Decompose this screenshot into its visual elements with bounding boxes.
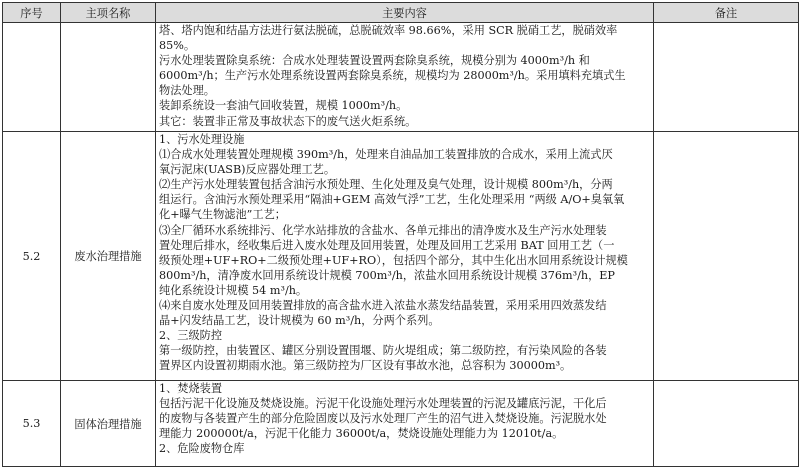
content-line: 物法处理。 [159,84,215,98]
content-line: 置界区内设置初期雨水池。第三级防控为厂区设有事故水池，总容积为 30000m³。 [159,359,572,373]
content-line: 85%。 [159,39,196,53]
row-title: 废水治理措施 [61,132,156,381]
header-name: 主项名称 [61,3,156,23]
row-number: 5.2 [3,132,61,381]
content-line: 6000m³/h；生产污水处理系统设置两套除臭系统，规模均为 28000m³/h。采用填料充填式生 [159,69,626,83]
content-line: 第一级防控，由装置区、罐区分别设置围堰、防火堤组成；第二级防控，有污染风险的各装 [159,344,607,358]
content-line: 装卸系统设一套油气回收装置，规模 1000m³/h。 [159,99,408,113]
header-content: 主要内容 [156,3,654,23]
table-row [3,132,799,381]
row-content [156,23,654,132]
row-title: 固体治理措施 [61,381,156,467]
content-line: 2、三级防控 [159,329,223,343]
table-row [3,23,799,132]
content-line: ⑷来自废水处理及回用装置排放的高含盐水进入浓盐水蒸发结晶装置，采用采用四效蒸发结 [159,299,607,313]
content-line: 包括污泥干化设施及焚烧设施。污泥干化设施处理污水处理装置的污泥及罐底污泥，干化后 [159,397,607,411]
content-line: 其它：装置非正常及事故状态下的废气送火炬系统。 [159,114,417,128]
content-line: 1、污水处理设施 [159,133,245,146]
content-line: 2、危险废物仓库 [159,442,245,456]
content-line: 化+曝气生物滤池”工艺； [159,208,286,222]
content-line: 纯化系统设计规模 54 m³/h。 [159,283,308,297]
content-line: 1、焚烧装置 [159,382,223,395]
header-row [3,3,799,23]
table-row [3,381,799,467]
content-line: 氧污泥床(UASB)反应器处理工艺。 [159,163,336,177]
row-remark [654,23,799,132]
header-no: 序号 [3,3,61,23]
document-table [2,2,799,467]
content-line: 级预处理+UF+RO+二级预处理+UF+RO），包括四个部分，其中生化出水回用系统设计规模 [159,253,628,267]
row-content [156,132,654,381]
content-line: 的废物与各装置产生的部分危险固废以及污水处理厂产生的沼气进入焚烧设施。污泥脱水处 [159,412,607,426]
content-line: 塔、塔内饱和结晶方法进行氨法脱硫，总脱硫效率 98.66%，采用 SCR 脱硝工艺，脱硝效率 [159,24,618,37]
content-line: ⑵生产污水处理装置包括含油污水预处理、生化处理及臭气处理，设计规模 800m³/h，分两 [159,178,613,192]
content-line: ⑴合成水处理装置处理规模 390m³/h，处理来自油品加工装置排放的合成水，采用上流式厌 [159,148,613,162]
content-line: 800m³/h，清净废水回用系统设计规模 700m³/h，浓盐水回用系统设计规模 376m³/h，EP [159,268,615,282]
header-remark: 备注 [654,3,799,23]
content-line: 组运行。含油污水预处理采用“隔油+GEM 高效气浮”工艺，生化处理采用 “两级 A/O+臭氧氧 [159,193,625,207]
content-line: 置处理后排水，经收集后进入废水处理及回用装置，处理及回用工艺采用 BAT 回用工艺（一 [159,238,615,252]
content-line: 污水处理装置除臭系统：合成水处理装置设置两套除臭系统，规模分别为 4000m³/h 和 [159,54,590,68]
row-content [156,381,654,467]
content-line: ⑶全厂循环水系统排污、化学水站排放的含盐水、各单元排出的清净废水及生产污水处理装 [159,223,607,237]
content-line: 理能力 200000t/a，污泥干化能力 36000t/a，焚烧设施处理能力为 12010t/a。 [159,427,564,441]
row-number [3,23,61,132]
row-title [61,23,156,132]
row-remark [654,381,799,467]
content-line: 晶+闪发结晶工艺，设计规模为 60 m³/h，分两个系列。 [159,314,440,328]
row-remark [654,132,799,381]
row-number: 5.3 [3,381,61,467]
